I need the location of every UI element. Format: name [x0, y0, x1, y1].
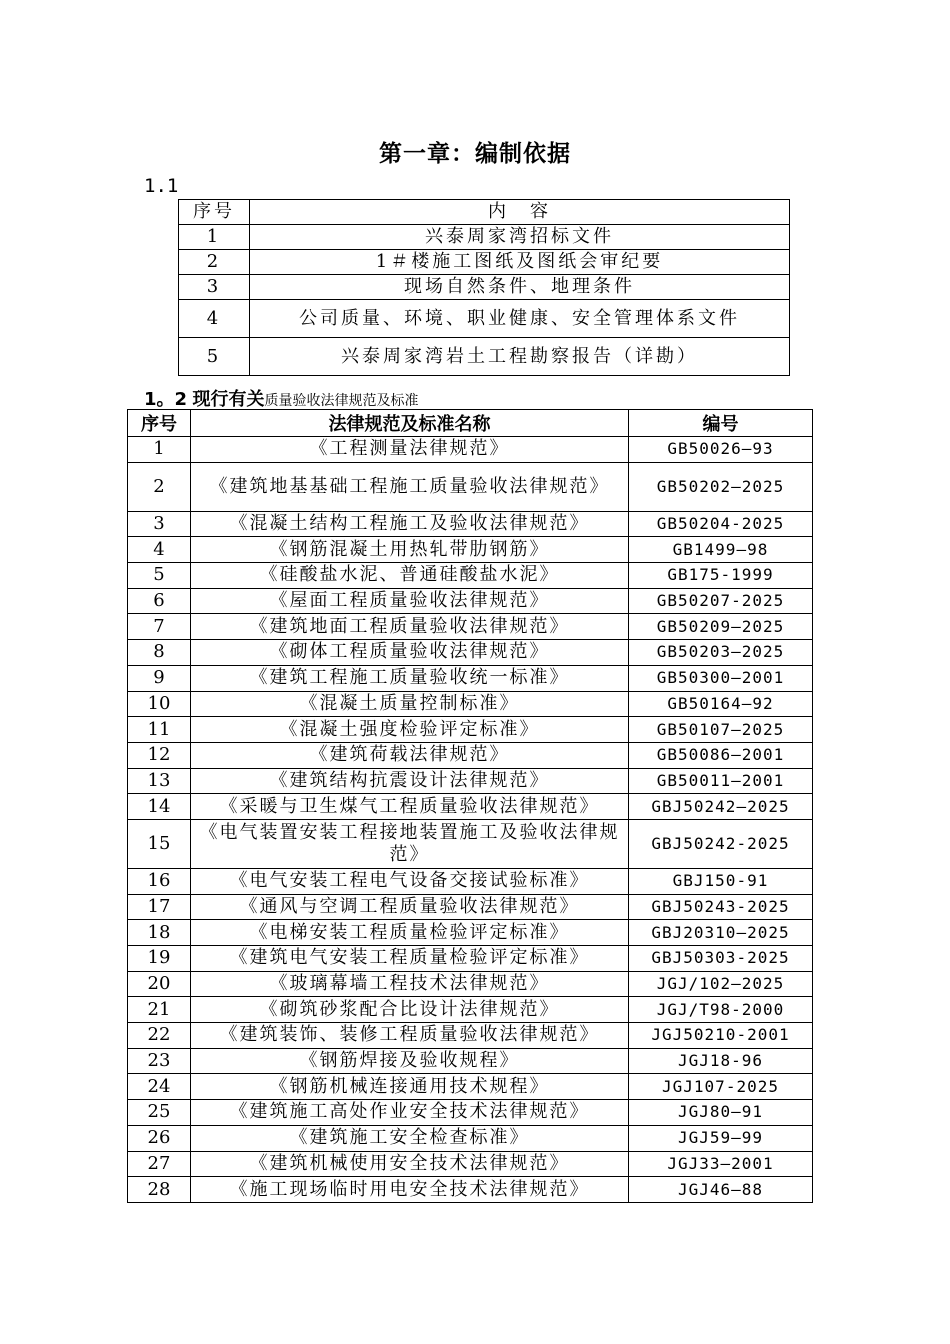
row-no: 5 [179, 338, 250, 376]
row-no: 5 [128, 563, 191, 589]
row-code: JGJ33—2001 [629, 1151, 813, 1177]
table-row [128, 894, 813, 920]
row-code: JGJ18-96 [629, 1048, 813, 1074]
row-no: 10 [128, 691, 191, 717]
row-content: 1＃楼施工图纸及图纸会审纪要 [250, 250, 790, 275]
row-code: GB50204-2025 [629, 511, 813, 537]
table-row [128, 794, 813, 820]
row-code: JGJ46—88 [629, 1177, 813, 1203]
row-standard-name: 《钢筋混凝土用热轧带肋钢筋》 [191, 537, 629, 563]
table-row [128, 946, 813, 972]
row-standard-name: 《玻璃幕墙工程技术法律规范》 [191, 971, 629, 997]
row-standard-name: 《屋面工程质量验收法律规范》 [191, 588, 629, 614]
row-standard-name: 《电梯安装工程质量检验评定标准》 [191, 920, 629, 946]
table-row [128, 1177, 813, 1203]
row-code: GB50209—2025 [629, 614, 813, 640]
row-no: 26 [128, 1125, 191, 1151]
row-standard-name: 《建筑施工高处作业安全技术法律规范》 [191, 1100, 629, 1126]
table-row [128, 819, 813, 868]
row-no: 18 [128, 920, 191, 946]
row-no: 4 [128, 537, 191, 563]
table-row [128, 717, 813, 743]
table-row [128, 1125, 813, 1151]
table-row [128, 742, 813, 768]
row-no: 2 [179, 250, 250, 275]
row-no: 2 [128, 462, 191, 511]
row-no: 4 [179, 300, 250, 338]
row-standard-name: 《建筑结构抗震设计法律规范》 [191, 768, 629, 794]
header-code: 编号 [629, 410, 813, 437]
table-row [128, 971, 813, 997]
row-standard-name: 《建筑施工安全检查标准》 [191, 1125, 629, 1151]
row-no: 1 [128, 437, 191, 463]
table-row [179, 275, 790, 300]
row-no: 21 [128, 997, 191, 1023]
row-no: 23 [128, 1048, 191, 1074]
table-header-row [179, 200, 790, 225]
table-row [128, 1048, 813, 1074]
row-no: 7 [128, 614, 191, 640]
row-code: GB50207-2025 [629, 588, 813, 614]
table-row [128, 868, 813, 894]
table-row [179, 225, 790, 250]
standards-table [127, 409, 813, 1203]
row-code: JGJ/102—2025 [629, 971, 813, 997]
row-no: 11 [128, 717, 191, 743]
table-row [179, 300, 790, 338]
row-standard-name: 《采暖与卫生煤气工程质量验收法律规范》 [191, 794, 629, 820]
row-no: 28 [128, 1177, 191, 1203]
row-standard-name: 《通风与空调工程质量验收法律规范》 [191, 894, 629, 920]
row-content: 公司质量、环境、职业健康、安全管理体系文件 [250, 300, 790, 338]
table-row [128, 437, 813, 463]
table-row [128, 537, 813, 563]
row-standard-name: 《硅酸盐水泥、普通硅酸盐水泥》 [191, 563, 629, 589]
row-standard-name: 《钢筋机械连接通用技术规程》 [191, 1074, 629, 1100]
table-row [128, 563, 813, 589]
table-row [128, 665, 813, 691]
row-code: GB50202—2025 [629, 462, 813, 511]
row-no: 6 [128, 588, 191, 614]
row-no: 14 [128, 794, 191, 820]
row-standard-name: 《建筑装饰、装修工程质量验收法律规范》 [191, 1023, 629, 1049]
row-code: GBJ50242-2025 [629, 819, 813, 868]
row-standard-name: 《工程测量法律规范》 [191, 437, 629, 463]
row-code: GB50203—2025 [629, 640, 813, 666]
row-code: JGJ/T98-2000 [629, 997, 813, 1023]
row-no: 27 [128, 1151, 191, 1177]
header-no: 序号 [179, 200, 250, 225]
header-no: 序号 [128, 410, 191, 437]
table-row [128, 1100, 813, 1126]
row-code: GBJ50242—2025 [629, 794, 813, 820]
row-standard-name: 《混凝土结构工程施工及验收法律规范》 [191, 511, 629, 537]
row-no: 15 [128, 819, 191, 868]
table-row [128, 1023, 813, 1049]
row-code: JGJ50210-2001 [629, 1023, 813, 1049]
table-row [128, 588, 813, 614]
row-code: GB50300—2001 [629, 665, 813, 691]
row-no: 22 [128, 1023, 191, 1049]
row-standard-name: 《建筑电气安装工程质量检验评定标准》 [191, 946, 629, 972]
row-standard-name: 《电气装置安装工程接地装置施工及验收法律规范》 [191, 819, 629, 868]
table-row [128, 920, 813, 946]
row-content: 兴泰周家湾岩土工程勘察报告（详勘） [250, 338, 790, 376]
row-code: GB50026—93 [629, 437, 813, 463]
row-no: 13 [128, 768, 191, 794]
row-no: 8 [128, 640, 191, 666]
row-code: JGJ59—99 [629, 1125, 813, 1151]
row-code: JGJ80—91 [629, 1100, 813, 1126]
basis-documents-table [178, 199, 790, 376]
row-code: GB50107—2025 [629, 717, 813, 743]
table-row [128, 1074, 813, 1100]
row-standard-name: 《建筑地基基础工程施工质量验收法律规范》 [191, 462, 629, 511]
chapter-title: 第一章：编制依据 [379, 141, 571, 167]
row-standard-name: 《砌体工程质量验收法律规范》 [191, 640, 629, 666]
section-1-2-heading [144, 385, 418, 411]
row-content: 现场自然条件、地理条件 [250, 275, 790, 300]
row-no: 24 [128, 1074, 191, 1100]
row-no: 1 [179, 225, 250, 250]
row-standard-name: 《混凝土质量控制标准》 [191, 691, 629, 717]
row-no: 3 [128, 511, 191, 537]
row-code: GBJ150-91 [629, 868, 813, 894]
row-code: GB50011—2001 [629, 768, 813, 794]
row-standard-name: 《电气安装工程电气设备交接试验标准》 [191, 868, 629, 894]
row-no: 3 [179, 275, 250, 300]
row-standard-name: 《建筑地面工程质量验收法律规范》 [191, 614, 629, 640]
row-standard-name: 《建筑荷载法律规范》 [191, 742, 629, 768]
row-no: 19 [128, 946, 191, 972]
row-no: 20 [128, 971, 191, 997]
row-code: JGJ107-2025 [629, 1074, 813, 1100]
table-row [179, 250, 790, 275]
row-code: GB1499—98 [629, 537, 813, 563]
table-header-row [128, 410, 813, 437]
row-no: 16 [128, 868, 191, 894]
row-code: GB175-1999 [629, 563, 813, 589]
row-code: GBJ50303-2025 [629, 946, 813, 972]
row-no: 17 [128, 894, 191, 920]
row-standard-name: 《混凝土强度检验评定标准》 [191, 717, 629, 743]
table-row [128, 1151, 813, 1177]
row-code: GB50164—92 [629, 691, 813, 717]
section-1-2-number: 1。2 [144, 389, 188, 410]
table-row [128, 614, 813, 640]
table-row [128, 640, 813, 666]
row-standard-name: 《钢筋焊接及验收规程》 [191, 1048, 629, 1074]
section-1-2-small-text: 质量验收法律规范及标准 [264, 393, 419, 409]
table-row [128, 462, 813, 511]
section-1-1-label: 1.1 [144, 175, 179, 197]
table-row [128, 997, 813, 1023]
row-content: 兴泰周家湾招标文件 [250, 225, 790, 250]
row-no: 25 [128, 1100, 191, 1126]
table-row [179, 338, 790, 376]
row-code: GBJ50243-2025 [629, 894, 813, 920]
row-no: 12 [128, 742, 191, 768]
header-content: 内 容 [250, 200, 790, 225]
header-standard-name: 法律规范及标准名称 [191, 410, 629, 437]
row-code: GBJ20310—2025 [629, 920, 813, 946]
row-standard-name: 《建筑工程施工质量验收统一标准》 [191, 665, 629, 691]
table-row [128, 768, 813, 794]
section-1-2-bold-text: 现行有关 [192, 389, 265, 410]
table-row [128, 691, 813, 717]
row-standard-name: 《施工现场临时用电安全技术法律规范》 [191, 1177, 629, 1203]
table-row [128, 511, 813, 537]
row-standard-name: 《砌筑砂浆配合比设计法律规范》 [191, 997, 629, 1023]
row-no: 9 [128, 665, 191, 691]
row-standard-name: 《建筑机械使用安全技术法律规范》 [191, 1151, 629, 1177]
row-code: GB50086—2001 [629, 742, 813, 768]
